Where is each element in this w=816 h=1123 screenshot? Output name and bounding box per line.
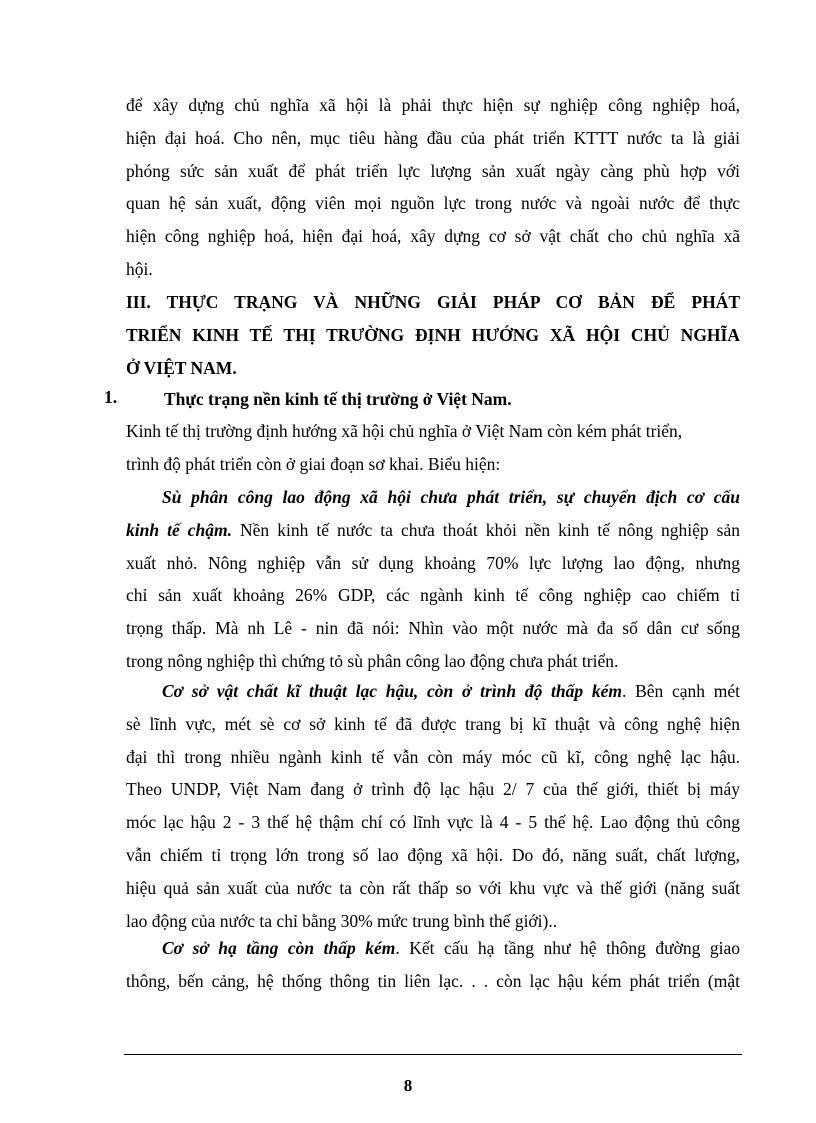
emphasis-text: Cơ sở hạ tầng còn thấp kém [162, 938, 396, 958]
text-line: quan hệ sản xuất, động viên mọi nguồn lực trong nước và ngoài nước để thực [126, 193, 740, 214]
text-line: đại thì trong nhiều ngành kinh tế vẫn còn máy móc cũ kĩ, công nghệ lạc hậu. [126, 746, 740, 767]
text-line: thông, bến cảng, hệ thống thông tin liên lạc. . . còn lạc hậu kém phát triển (mật [126, 970, 740, 991]
text-line: để xây dựng chủ nghĩa xã hội là phải thực hiện sự nghiệp công nghiệp hoá, [126, 95, 740, 115]
text-line: trọng thấp. Mà nh Lê - nin đã nói: Nhìn vào một nước mà đa số dân cư sống [126, 618, 740, 639]
subheading-text: Thực trạng nền kinh tế thị trường ở Việt Nam. [164, 389, 512, 409]
text-line: hội. [126, 258, 153, 279]
page-number: 8 [403, 1076, 413, 1095]
emphasis-text: kinh tế chậm. [126, 519, 232, 540]
text-line: hiện đại hoá. Cho nên, mục tiêu hàng đầu của phát triển KTTT nước ta là giải [126, 127, 740, 148]
subheading-number: 1. [104, 387, 118, 407]
text-line: phóng sức sản xuất để phát triển lực lượng sản xuất ngày càng phù hợp với [126, 160, 740, 181]
text-line: trong nông nghiệp thì chứng tỏ sù phân công lao động chưa phát triển. [126, 650, 619, 671]
text-line: Theo UNDP, Việt Nam đang ở trình độ lạc hậu 2/ 7 của thế giới, thiết bị máy [126, 779, 740, 800]
emphasis-text: Sù phân công lao động xã hội chưa phát triển, sự chuyển địch cơ cấu [162, 487, 740, 507]
text-line: hiệu quả sản xuất của nước ta còn rất thấp so với khu vực và thế giới (năng suất [126, 877, 740, 898]
text-line: hiện công nghiệp hoá, hiện đại hoá, xây dựng cơ sở vật chất cho chủ nghĩa xã [126, 226, 740, 247]
text-line: móc lạc hậu 2 - 3 thế hệ thậm chí có lĩnh vực là 4 - 5 thế hệ. Lao động thủ công [126, 812, 740, 833]
text-line: sè lĩnh vực, mét sè cơ sở kinh tế đã được trang bị kĩ thuật và công nghệ hiện [126, 713, 740, 734]
text-line: Kinh tế thị trường định hướng xã hội chủ nghĩa ở Việt Nam còn kém phát triển, [126, 421, 683, 441]
heading-line: III. THỰC TRẠNG VÀ NHỮNG GIẢI PHÁP CƠ BẢN ĐỂ PHÁT [126, 292, 740, 312]
footer-divider [124, 1054, 742, 1055]
text-line [126, 514, 740, 547]
text-line [126, 675, 740, 708]
point-infrastructure [126, 932, 740, 998]
body-text: Nền kinh tế nước ta chưa thoát khỏi nền kinh tế nông nghiệp sản [232, 519, 740, 540]
heading-line: TRIỂN KINH TẾ THỊ TRƯỜNG ĐỊNH HƯỚNG XÃ HỘI CHỦ NGHĨA [126, 324, 740, 345]
heading-line: Ở VIỆT NAM. [126, 357, 237, 378]
intro-paragraph [126, 415, 740, 481]
text-line: vẫn chiếm tỉ trọng lớn trong số lao động xã hội. Do đó, năng suất, chất lượng, [126, 844, 740, 865]
text-line: xuất nhỏ. Nông nghiệp vẫn sử dụng khoảng 70% lực lượng lao động, nhưng [126, 552, 740, 573]
text-line [126, 932, 740, 965]
text-line: trình độ phát triển còn ở giai đoạn sơ khai. Biểu hiện: [126, 453, 501, 474]
body-text: . Kết cấu hạ tầng như hệ thông đường giao [395, 938, 740, 958]
subheading-title [164, 383, 744, 416]
text-line: lao động của nước ta chỉ bằng 30% mức trung bình thế giới).. [126, 910, 558, 931]
point-labor-division [126, 481, 740, 678]
emphasis-text: Cơ sở vật chất kĩ thuật lạc hậu, còn ở trình độ thấp kém [162, 681, 622, 701]
paragraph-intro-continuation [126, 89, 740, 286]
text-line: chỉ sản xuất khoảng 26% GDP, các ngành kinh tế công nghiệp cao chiếm tỉ [126, 585, 740, 606]
section-heading [126, 286, 740, 384]
text-line [126, 481, 740, 514]
body-text: . Bên cạnh mét [622, 681, 740, 701]
point-technical-base [126, 675, 740, 937]
